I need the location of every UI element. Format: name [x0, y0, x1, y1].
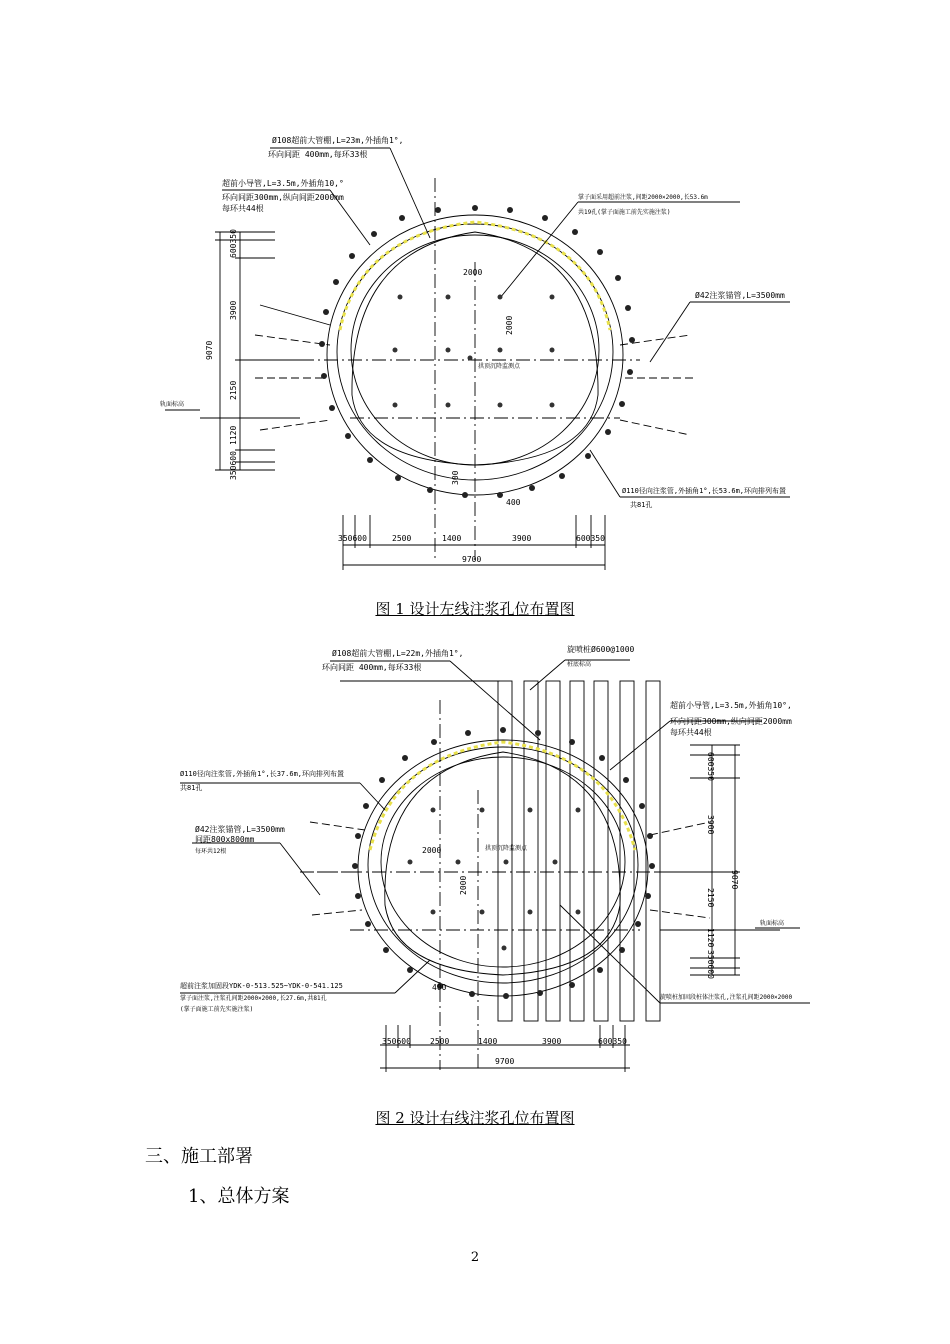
svg-text:超前注浆加固段YDK-0-513.525~YDK-0-541: 超前注浆加固段YDK-0-513.525~YDK-0-541.125: [180, 982, 343, 990]
svg-text:掌子面注浆,注浆孔间距2000×2000,长27.6m,共8: 掌子面注浆,注浆孔间距2000×2000,长27.6m,共81孔: [180, 995, 327, 1002]
svg-text:2150: 2150: [229, 380, 238, 400]
svg-text:600350: 600350: [598, 1037, 627, 1046]
section-heading: 三、施工部署: [145, 1146, 253, 1167]
svg-text:2500: 2500: [430, 1037, 450, 1046]
svg-text:1400: 1400: [478, 1037, 498, 1046]
svg-text:1400: 1400: [442, 534, 462, 543]
page-number: 2: [470, 1250, 480, 1265]
svg-text:共19孔(掌子面施工前先实施注浆): 共19孔(掌子面施工前先实施注浆): [578, 209, 671, 216]
svg-text:400: 400: [432, 983, 447, 992]
svg-text:350600: 350600: [338, 534, 367, 543]
svg-text:超前小导管,L=3.5m,外插角10°,: 超前小导管,L=3.5m,外插角10°,: [670, 701, 792, 710]
svg-text:Ø108超前大管棚,L=23m,外插角1°,: Ø108超前大管棚,L=23m,外插角1°,: [272, 136, 404, 145]
svg-text:600350: 600350: [229, 229, 238, 258]
figure1-labels: [160, 135, 786, 564]
svg-text:2000: 2000: [459, 875, 468, 895]
svg-text:掌子面采用超前注浆,间距2000×2000,长53.6m: 掌子面采用超前注浆,间距2000×2000,长53.6m: [578, 194, 708, 201]
svg-text:Ø42注浆锚管,L=3500mm: Ø42注浆锚管,L=3500mm: [195, 825, 285, 834]
svg-text:2150: 2150: [706, 888, 715, 908]
svg-text:Ø110径向注浆管,外插角1°,长53.6m,环向排列布置: Ø110径向注浆管,外插角1°,长53.6m,环向排列布置: [622, 487, 787, 495]
svg-text:600350: 600350: [706, 752, 715, 781]
svg-text:9700: 9700: [462, 555, 482, 564]
svg-text:轨面标高: 轨面标高: [760, 920, 785, 927]
svg-text:(掌子面施工前先实施注浆): (掌子面施工前先实施注浆): [180, 1006, 254, 1013]
svg-text:环向间距 400mm,每环33根: 环向间距 400mm,每环33根: [322, 663, 422, 672]
svg-text:每环共44根: 每环共44根: [222, 204, 264, 213]
svg-text:3900: 3900: [229, 300, 238, 320]
svg-text:2000: 2000: [505, 315, 514, 335]
svg-text:间距800x800mm: 间距800x800mm: [195, 835, 255, 844]
svg-text:环向间距300mm,纵向间距2000mm: 环向间距300mm,纵向间距2000mm: [670, 717, 792, 726]
svg-text:共81孔: 共81孔: [180, 784, 203, 792]
subsection-heading: 1、总体方案: [188, 1186, 290, 1207]
svg-text:2000: 2000: [463, 268, 483, 277]
svg-text:旋喷桩加固段桩体注浆孔,注浆孔间距2000×2000: 旋喷桩加固段桩体注浆孔,注浆孔间距2000×2000: [660, 994, 793, 1001]
svg-text:350600: 350600: [382, 1037, 411, 1046]
svg-text:环向间距 400mm,每环33根: 环向间距 400mm,每环33根: [268, 150, 368, 159]
svg-text:3900: 3900: [706, 815, 715, 835]
svg-text:超前小导管,L=3.5m,外插角10,°: 超前小导管,L=3.5m,外插角10,°: [222, 179, 344, 188]
svg-text:9070: 9070: [730, 870, 739, 890]
svg-text:旋喷桩Ø600@1000: 旋喷桩Ø600@1000: [567, 645, 635, 654]
svg-text:Ø42注浆锚管,L=3500mm: Ø42注浆锚管,L=3500mm: [695, 291, 785, 300]
svg-text:拱顶沉降监测点: 拱顶沉降监测点: [478, 363, 521, 370]
svg-text:2500: 2500: [392, 534, 412, 543]
svg-text:拱顶沉降监测点: 拱顶沉降监测点: [485, 845, 528, 852]
svg-text:3900: 3900: [542, 1037, 562, 1046]
svg-text:桩底标高: 桩底标高: [567, 661, 592, 668]
svg-text:9700: 9700: [495, 1057, 515, 1066]
svg-text:350600: 350600: [706, 950, 715, 979]
svg-text:1120: 1120: [229, 425, 238, 445]
svg-text:2000: 2000: [422, 846, 442, 855]
svg-text:每环共12根: 每环共12根: [195, 848, 227, 855]
svg-text:共81孔: 共81孔: [630, 501, 653, 509]
svg-text:3900: 3900: [512, 534, 532, 543]
svg-text:350600: 350600: [229, 451, 238, 480]
svg-text:9070: 9070: [205, 340, 214, 360]
svg-text:环向间距300mm,纵向间距2000mm: 环向间距300mm,纵向间距2000mm: [222, 193, 344, 202]
svg-text:1120: 1120: [706, 928, 715, 948]
svg-text:Ø108超前大管棚,L=22m,外插角1°,: Ø108超前大管棚,L=22m,外插角1°,: [332, 649, 464, 658]
svg-text:300: 300: [451, 470, 460, 485]
svg-text:600350: 600350: [576, 534, 605, 543]
svg-text:400: 400: [506, 498, 521, 507]
svg-text:每环共44根: 每环共44根: [670, 728, 712, 737]
figure1-caption: 图 1 设计左线注浆孔位布置图: [375, 600, 575, 618]
svg-text:Ø110径向注浆管,外插角1°,长37.6m,环向排列布置: Ø110径向注浆管,外插角1°,长37.6m,环向排列布置: [180, 770, 345, 778]
svg-text:轨面标高: 轨面标高: [160, 401, 185, 408]
figure2-caption: 图 2 设计右线注浆孔位布置图: [375, 1109, 575, 1127]
